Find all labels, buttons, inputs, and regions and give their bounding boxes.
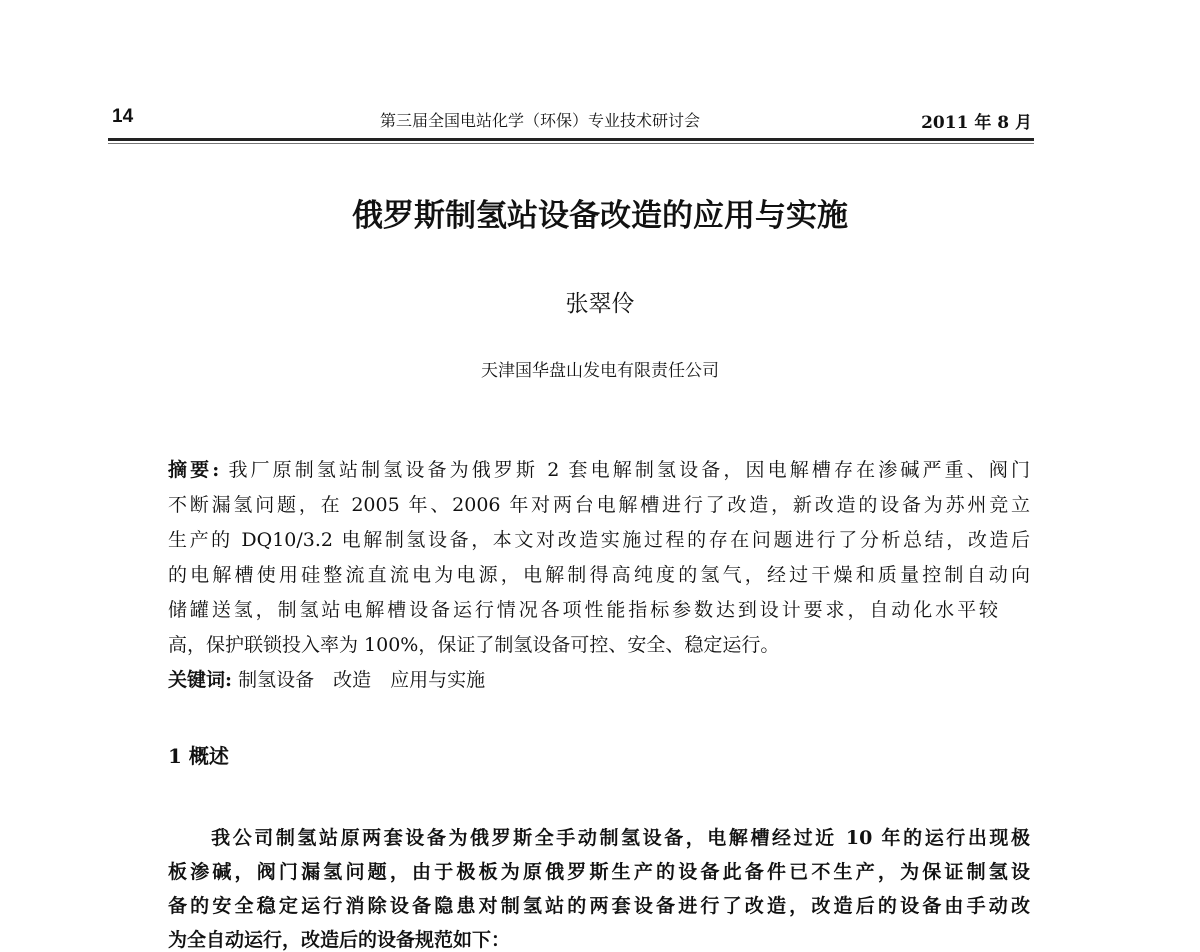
header-rule xyxy=(108,138,1034,141)
abstract-line: 高，保护联锁投入率为 100%，保证了制氢设备可控、安全、稳定运行。 xyxy=(168,634,780,656)
abstract-line xyxy=(168,458,1030,482)
abstract-label: 摘要: xyxy=(168,459,220,481)
header-rule-thin xyxy=(108,143,1034,144)
author: 张翠伶 xyxy=(565,291,635,317)
body-line: 为全自动运行，改造后的设备规范如下： xyxy=(168,929,511,951)
keywords-label: 关键词: xyxy=(168,669,233,691)
section-heading: 1 概述 xyxy=(168,744,229,768)
body-line: 我公司制氢站原两套设备为俄罗斯全手动制氢设备，电解槽经过近 10 年的运行出现极 xyxy=(168,827,1030,849)
abstract-line: 生产的 DQ10/3.2 电解制氢设备，本文对改造实施过程的存在问题进行了分析总结，改造后 xyxy=(168,529,1030,551)
page-number: 14 xyxy=(112,106,134,127)
running-header-date: 2011 年 8 月 xyxy=(921,113,1032,133)
keywords-text: 制氢设备 改造 应用与实施 xyxy=(238,669,486,691)
keywords-line xyxy=(168,668,1030,692)
abstract-text: 我厂原制氢站制氢设备为俄罗斯 2 套电解制氢设备，因电解槽存在渗碱严重、阀门 xyxy=(228,459,1031,481)
abstract-line: 的电解槽使用硅整流直流电为电源，电解制得高纯度的氢气，经过干燥和质量控制自动向 xyxy=(168,564,1030,586)
body-line: 备的安全稳定运行消除设备隐患对制氢站的两套设备进行了改造，改造后的设备由手动改 xyxy=(168,895,1030,917)
paper-title: 俄罗斯制氢站设备改造的应用与实施 xyxy=(352,198,848,234)
affiliation: 天津国华盘山发电有限责任公司 xyxy=(481,361,719,381)
abstract-line: 储罐送氢，制氢站电解槽设备运行情况各项性能指标参数达到设计要求，自动化水平较 xyxy=(168,599,998,621)
body-line: 板渗碱，阀门漏氢问题，由于极板为原俄罗斯生产的设备此备件已不生产，为保证制氢设 xyxy=(168,861,1030,883)
abstract-line: 不断漏氢问题，在 2005 年、2006 年对两台电解槽进行了改造，新改造的设备为苏州竞立 xyxy=(168,494,1030,516)
running-header-conference: 第三届全国电站化学（环保）专业技术研讨会 xyxy=(379,111,700,130)
